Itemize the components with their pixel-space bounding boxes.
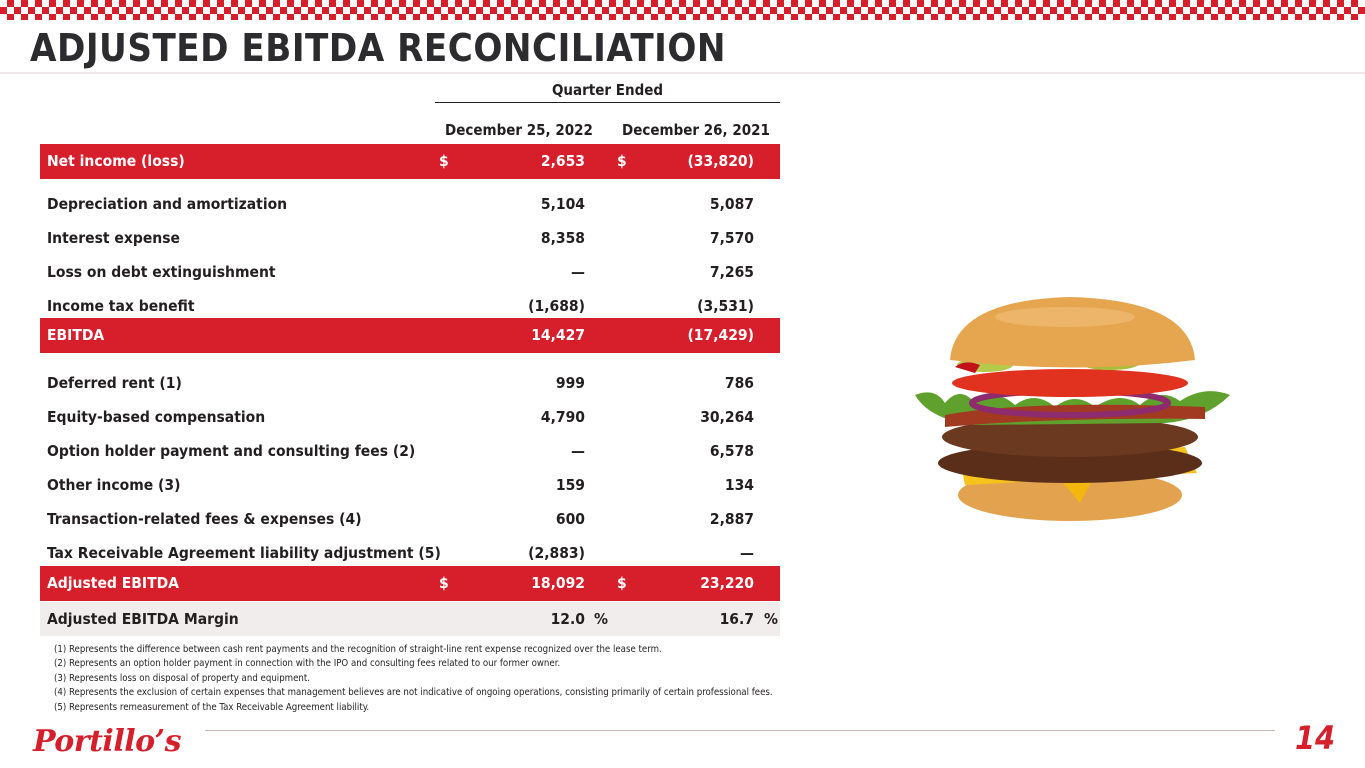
currency-symbol-2022: $ bbox=[439, 574, 449, 592]
value-2022: 12.0 bbox=[550, 610, 585, 628]
value-2022: (2,883) bbox=[528, 544, 585, 562]
row-label: Loss on debt extinguishment bbox=[47, 263, 276, 281]
table-row bbox=[40, 536, 780, 570]
value-2022: — bbox=[571, 442, 585, 460]
column-header-2022: December 25, 2022 bbox=[445, 121, 593, 139]
currency-symbol-2021: $ bbox=[617, 574, 627, 592]
value-2022: 159 bbox=[555, 476, 585, 494]
currency-symbol-2022: $ bbox=[439, 152, 449, 170]
row-label: Interest expense bbox=[47, 229, 180, 247]
table-row bbox=[40, 187, 780, 221]
table-row bbox=[40, 318, 780, 353]
row-label: Adjusted EBITDA Margin bbox=[47, 610, 239, 628]
value-2021: — bbox=[740, 544, 754, 562]
row-label: Deferred rent (1) bbox=[47, 374, 182, 392]
row-label: Tax Receivable Agreement liability adjustment (5) bbox=[47, 544, 441, 562]
footer-divider bbox=[205, 730, 1275, 731]
table-row bbox=[40, 602, 780, 636]
row-label: Net income (loss) bbox=[47, 152, 185, 170]
value-2022: 14,427 bbox=[531, 326, 585, 344]
row-label: Depreciation and amortization bbox=[47, 195, 288, 213]
table-row bbox=[40, 566, 780, 601]
value-2021: (3,531) bbox=[697, 297, 754, 315]
value-2021: 6,578 bbox=[709, 442, 754, 460]
checkered-top-border bbox=[0, 0, 1365, 20]
value-2022: (1,688) bbox=[528, 297, 585, 315]
footnote-2: (2) Represents an option holder payment in connection with the IPO and consulting fees related to our former owner. bbox=[54, 658, 561, 670]
page-number: 14 bbox=[1295, 719, 1336, 757]
table-row bbox=[40, 144, 780, 179]
value-2022: 999 bbox=[555, 374, 585, 392]
value-2021: (33,820) bbox=[687, 152, 754, 170]
footnote-5: (5) Represents remeasurement of the Tax Receivable Agreement liability. bbox=[54, 701, 370, 713]
row-label: Equity-based compensation bbox=[47, 408, 266, 426]
value-2022: 8,358 bbox=[540, 229, 585, 247]
value-2022: 5,104 bbox=[540, 195, 585, 213]
value-2022: 2,653 bbox=[540, 152, 585, 170]
footnote-4: (4) Represents the exclusion of certain expenses that management believes are not indicative of ongoing operations, consisting primarily of certain professional fees. bbox=[54, 687, 773, 699]
value-2021: 786 bbox=[724, 374, 754, 392]
value-2022: 18,092 bbox=[531, 574, 585, 592]
value-2021: 7,265 bbox=[709, 263, 754, 281]
value-2021: (17,429) bbox=[687, 326, 754, 344]
table-row bbox=[40, 434, 780, 468]
table-row bbox=[40, 221, 780, 255]
footnote-3: (3) Represents loss on disposal of property and equipment. bbox=[54, 672, 310, 684]
table-row bbox=[40, 400, 780, 434]
period-header: Quarter Ended bbox=[435, 78, 780, 103]
value-2021: 16.7 bbox=[719, 610, 754, 628]
row-label: Income tax benefit bbox=[47, 297, 195, 315]
column-header-2021: December 26, 2021 bbox=[622, 121, 770, 139]
value-2022: 600 bbox=[555, 510, 585, 528]
value-2022: 4,790 bbox=[540, 408, 585, 426]
percent-sign-2022: % bbox=[594, 610, 608, 628]
table-row bbox=[40, 366, 780, 400]
value-2022: — bbox=[571, 263, 585, 281]
row-label: Other income (3) bbox=[47, 476, 181, 494]
row-label: EBITDA bbox=[47, 326, 105, 344]
footnotes bbox=[54, 643, 854, 715]
footnote-1: (1) Represents the difference between cash rent payments and the recognition of straight-line rent expense recognized over the lease term. bbox=[54, 644, 662, 655]
value-2021: 7,570 bbox=[709, 229, 754, 247]
value-2021: 134 bbox=[724, 476, 754, 494]
page-title: ADJUSTED EBITDA RECONCILIATION bbox=[30, 26, 727, 70]
portillos-logo: Portillo’s bbox=[33, 724, 181, 759]
row-label: Adjusted EBITDA bbox=[47, 574, 179, 592]
value-2021: 5,087 bbox=[709, 195, 754, 213]
row-label: Option holder payment and consulting fees (2) bbox=[47, 442, 416, 460]
value-2021: 23,220 bbox=[700, 574, 754, 592]
value-2021: 30,264 bbox=[700, 408, 754, 426]
percent-sign-2021: % bbox=[764, 610, 778, 628]
value-2021: 2,887 bbox=[709, 510, 754, 528]
row-label: Transaction-related fees & expenses (4) bbox=[47, 510, 362, 528]
currency-symbol-2021: $ bbox=[617, 152, 627, 170]
table-row bbox=[40, 468, 780, 502]
tomato bbox=[952, 369, 1188, 397]
table-row bbox=[40, 255, 780, 289]
table-row bbox=[40, 502, 780, 536]
burger-image bbox=[905, 295, 1235, 525]
